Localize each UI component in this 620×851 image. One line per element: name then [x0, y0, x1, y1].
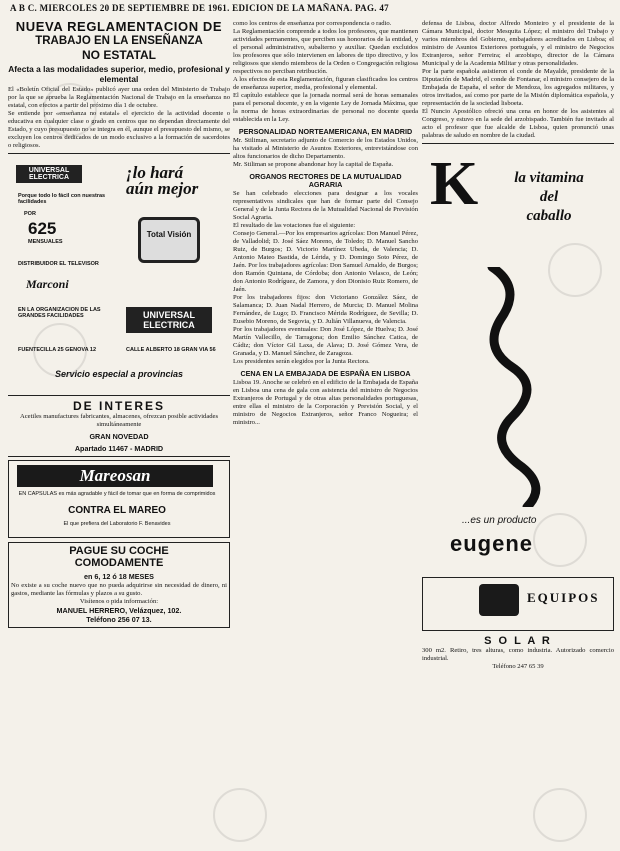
ad-price: 625	[28, 219, 57, 238]
headline-line-2: TRABAJO EN LA ENSEÑANZA	[35, 35, 203, 47]
article-paragraph: Por los trabajadores fijos: don Victoriano González Sáez, de Salamanca; D. Juan Nadal Herrero, de Murcia; D. Manuel Molina Fernández, de Lugo; D. Francisco Mérida Rodríguez, de Sevilla; D. Eusebio Moreno, de Segovia, y D. Julián Villanueva, de Valencia.	[233, 294, 418, 325]
ad-brand-badge: UNIVERSAL ELECTRICA	[16, 165, 82, 183]
column-2	[233, 20, 418, 846]
ad-terms: en 6, 12 ó 18 MESES	[84, 572, 154, 581]
chain-letters-icon	[482, 267, 552, 507]
divider	[8, 153, 230, 154]
ad-address: FUENTECILLA 25 GENOVA 12	[18, 347, 97, 353]
ad-text: EN CAPSULAS es más agradable y fácil de tomar que en forma de comprimidos	[18, 491, 216, 497]
article-paragraph: como los centros de enseñanza por correspondencia o radio.	[233, 20, 392, 27]
article-heading: PERSONALIDAD NORTEAMERICANA, EN MADRID	[238, 127, 413, 136]
ad-tagline	[494, 169, 604, 226]
ad-title: COMODAMENTE	[74, 557, 164, 569]
television-icon	[138, 217, 200, 263]
article-paragraph: Por la parte española asistieron el conde de Mayalde, presidente de la Diputación de Madrid, el conde de Fontanar, el ministro consejero de la Embajada de España, el señor de Mendoza, los agregados militares, y otros invitados, así como por parte de la Misión diplomática española, y representación de la sociedad lisboeta.	[422, 68, 614, 107]
ad-logo-letter: K	[430, 150, 479, 218]
ad-text: POR	[24, 211, 36, 217]
classified-address: Apartado 11467 - MADRID	[74, 444, 164, 453]
article-paragraph: Por los trabajadores eventuales: Don José López, de Huelva; D. José Martín Vallecillo, de Tarragona; don Emilio Sánchez Catica, de Cádiz; don Víctor Gil Laxa, de Alava; D. José Gómez Vera, de Granada, y D. Manuel Sánchez, de Zaragoza.	[233, 326, 418, 357]
headline-line-3: NO ESTATAL	[82, 48, 156, 62]
equipment-logo-icon	[479, 584, 519, 616]
page-header: A B C. MIERCOLES 20 DE SEPTIEMBRE DE 1961. EDICION DE LA MAÑANA. PAG. 47	[10, 3, 389, 13]
article-heading: CENA EN LA EMBAJADA DE ESPAÑA EN LISBOA	[240, 369, 411, 378]
ad-tagline-line: la vitamina	[514, 170, 584, 186]
ad-contact-name: MANUEL HERRERO, Velázquez, 102.	[56, 606, 182, 615]
ad-body: No existe a su coche nuevo que no pueda adquirirse sin necesidad de dinero, ni gastos, mediante las fórmulas y plazos a su gusto.	[11, 582, 227, 597]
ad-text: EQUIPOS	[527, 590, 600, 605]
subheadline: Afecta a las modalidades superior, medio, profesional y elemental	[8, 64, 230, 84]
article-paragraph: Los presidentes serán elegidos por la Junta Rectora.	[233, 358, 370, 365]
ad-brand-badge: UNIVERSAL ELECTRICA	[126, 307, 212, 333]
divider	[8, 456, 230, 457]
ad-contact-phone: Teléfono 256 07 13.	[86, 615, 152, 624]
article-heading: ORGANOS RECTORES DE LA MUTUALIDAD AGRARIA	[249, 172, 402, 189]
classified-title: S O L A R	[484, 635, 552, 647]
article-paragraph: El resultado de las votaciones fue el siguiente:	[233, 222, 356, 229]
article-paragraph: Mr. Stiliman se propone abandonar hoy la capital de España.	[233, 161, 394, 168]
headline-line-1: NUEVA REGLAMENTACION DE	[15, 20, 223, 34]
ad-text: DISTRIBUIDOR EL TELEVISOR	[18, 261, 99, 267]
ad-info: Visítenos o pida información:	[79, 598, 159, 605]
article-paragraph: Consejo General.—Por los empresarios agrícolas: Don Manuel Pérez, de Valladolid; D. José Sáez Moreno, de Toledo; D. Manuel Sancho Ruiz, de Burgos; D. Victorio Martínez Ubeda, de Valencia; D. Antonio Mateo Bastida, de Lérida, y D. Domingo Soto Pérez, de Jaén. Por los trabajadores agrícolas: Don Samuel Arnaldo, de Burgos; don Ramón Quintana, de Córdoba; don Antonio Velasco, de León; don Antonio Rodríguez, de Zamora, y don Dionisio Ruiz Romero, de Jaén.	[233, 230, 418, 293]
article-paragraph: La Reglamentación comprende a todos los profesores, que mantienen actividades permanentes, que perciben sus honorarios de la entidad, y el personal administrativo, subalterno y auxiliar. Quedan excluidos los profesores que sólo intervienen en labores de tipo directivo, y los religiosos que siendo miembros de la Orden o Congregación religiosa respectivos no perciban retribución.	[233, 28, 418, 75]
article-paragraph: Se entiende por «enseñanza no estatal» el ejercicio de la actividad docente o educativa en cualquier clase o grado en centros que no dependan directamente del Estado, y cuyo presupuesto no se integra en él, aunque el presupuesto del mismo, se excluyen los centros dedicados de un modo exclusivo a la formación de sacerdotes o religiosos.	[8, 110, 230, 149]
ad-brand: eugene	[450, 531, 534, 556]
article-paragraph: defensa de Lisboa, doctor Alfredo Monteiro y el presidente de la Cámara Municipal, doctor Mesquita López; el ministro del Trabajo y varios miembros del Gobierno, embajadores acreditados en Lisboa; el ministro de Asuntos Exteriores portugués, y el ministro de Negocios Extranjeros, señor Ferreira; el arzobispo, director de la Cámara Municipal y de la Academia Militar y otras personalidades.	[422, 20, 614, 67]
divider	[8, 395, 230, 396]
column-3	[422, 20, 614, 846]
column-1	[8, 20, 230, 846]
article-paragraph: El capítulo establece que la jornada normal será de horas semanales para el personal docente, y en la vigente Ley de Jornada Máxima, que la norma de horas extraordinarias de personal no docente queda establecida en la Ley.	[233, 92, 418, 123]
ad-slogan: ¡lo hará aún mejor	[126, 163, 199, 198]
tv-label: Total Visión	[146, 230, 192, 239]
mareosan-advertisement	[8, 460, 230, 538]
classified-text: 300 m2. Retiro, tres alturas, como industria. Autorizado comercio industrial.	[422, 647, 614, 662]
article-paragraph: Lisboa 19. Anoche se celebró en el edificio de la Embajada de España en Lisboa una cena de gala con asistencia del ministro de Negocios Extranjeros de Portugal y de otras altas personalidades portuguesas, entre ellas el ministro de la Corporación y Previsión Social, y el ministro de Negocios Extranjeros, señor Franco Nogueira; el ministro...	[233, 379, 418, 426]
ad-brand-marconi: Marconi	[26, 277, 69, 291]
ad-title: PAGUE SU COCHE	[69, 545, 169, 557]
classified-heading: GRAN NOVEDAD	[89, 432, 149, 441]
ad-text: ...es un producto	[462, 515, 537, 526]
ad-text: EN LA ORGANIZACION DE LAS GRANDES FACILIDADES	[18, 307, 101, 319]
equipment-advertisement	[422, 577, 614, 631]
article-paragraph: Mr. Stiliman, secretario adjunto de Comercio de los Estados Unidos, ha visitado al Ministerio de Asuntos Exteriores, entrevistándose con altos funcionarios de dicho Departamento.	[233, 137, 418, 160]
ad-tagline-line: del	[539, 189, 559, 205]
section-title: DE INTERES	[72, 399, 165, 413]
car-advertisement	[8, 542, 230, 628]
ad-text: El que prefiera del Laboratorio F. Benavides	[63, 521, 171, 527]
article-paragraph: El Nuncio Apostólico ofreció una cena en honor de los asistentes al Congreso, y estuvo en la sede del arzobispado. También fue invitado al acto el profesor que fue alcalde de Lisboa, quien pronunció unas palabras de saludo en nombre de la ciudad.	[422, 108, 614, 139]
tv-advertisement	[8, 157, 230, 392]
ad-text: Porque todo lo fácil con nuestras facilidades	[18, 193, 106, 205]
ad-text: MENSUALES	[28, 239, 63, 245]
classified-text: Acetiles manufactures fabricantes, almacenes, ofrezcan posible actividades simultáneamente	[19, 413, 219, 428]
keg-advertisement	[422, 147, 614, 577]
ad-tagline-line: caballo	[526, 208, 572, 224]
divider	[422, 143, 614, 144]
ad-slogan: CONTRA EL MAREO	[68, 505, 166, 516]
article-paragraph: A los efectos de esta Reglamentación, figuran clasificados los centros de enseñanza superior, media, profesional y elemental.	[233, 76, 418, 91]
classified-phone: Teléfono 247 65 39	[492, 663, 544, 670]
ad-address: CALLE ALBERTO 18 GRAN VIA 56	[126, 347, 216, 353]
mareosan-logo: Mareosan	[17, 465, 213, 487]
article-paragraph: El «Boletín Oficial del Estado» publicó ayer una orden del Ministerio de Trabajo por la que se aprueba la Reglamentación Nacional de Trabajo en la enseñanza no estatal, con efectos a partir del próximo día 1 de octubre.	[8, 86, 230, 109]
ad-service: Servicio especial a provincias	[54, 369, 184, 379]
article-paragraph: Se han celebrado elecciones para designar a los vocales representativos sindicales que han de formar parte del Consejo General y de la Junta Rectora de la Mutualidad Nacional de Previsión Social Agraria.	[233, 190, 418, 221]
